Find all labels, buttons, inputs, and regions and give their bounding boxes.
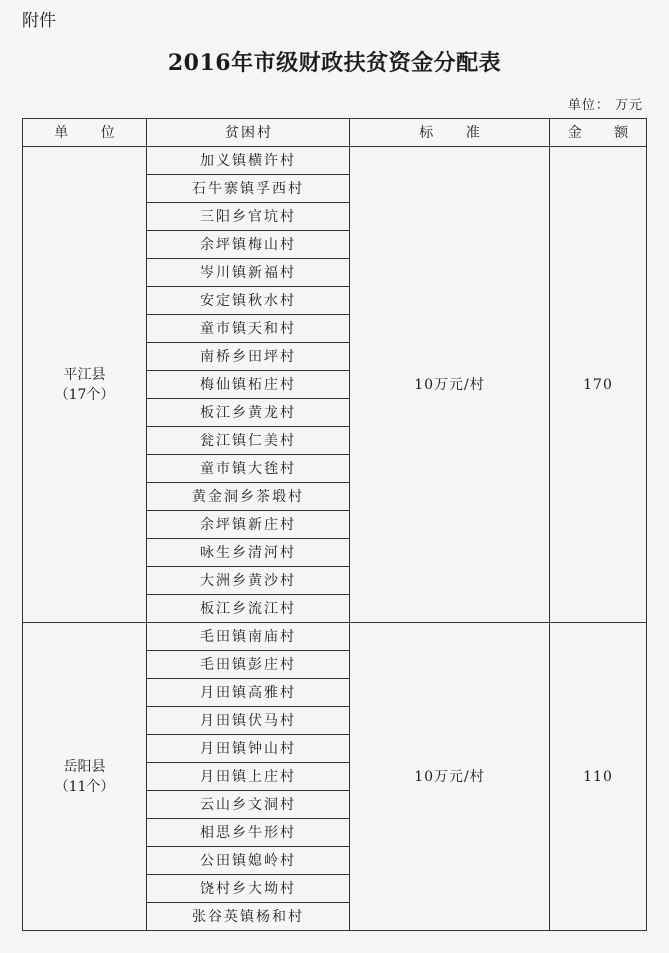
header-amount: 金 额 — [550, 119, 647, 147]
village-cell: 黄金洞乡茶塅村 — [147, 483, 350, 511]
village-cell: 板江乡流江村 — [147, 595, 350, 623]
village-cell: 月田镇高雅村 — [147, 679, 350, 707]
village-cell: 月田镇伏马村 — [147, 707, 350, 735]
unit-note: 单位： 万元 — [567, 98, 643, 113]
header-row — [23, 119, 647, 147]
table-row — [23, 147, 647, 175]
village-cell: 咏生乡清河村 — [147, 539, 350, 567]
county-name: 岳阳县 — [63, 758, 106, 775]
village-cell: 石牛寨镇孚西村 — [147, 175, 350, 203]
village-cell: 板江乡黄龙村 — [147, 399, 350, 427]
header-standard: 标 准 — [350, 119, 550, 147]
header-village: 贫困村 — [147, 119, 350, 147]
village-cell: 瓮江镇仁美村 — [147, 427, 350, 455]
village-cell: 大洲乡黄沙村 — [147, 567, 350, 595]
village-cell: 饶村乡大坳村 — [147, 875, 350, 903]
village-cell: 加义镇横许村 — [147, 147, 350, 175]
standard-cell: 10万元/村 — [350, 147, 550, 623]
village-cell: 余坪镇新庄村 — [147, 511, 350, 539]
village-cell: 余坪镇梅山村 — [147, 231, 350, 259]
amount-cell: 110 — [550, 623, 647, 931]
county-cell — [23, 147, 147, 623]
header-unit: 单 位 — [23, 119, 147, 147]
table-body — [23, 147, 647, 931]
table-row — [23, 623, 647, 651]
village-cell: 月田镇上庄村 — [147, 763, 350, 791]
village-cell: 岑川镇新福村 — [147, 259, 350, 287]
amount-cell: 170 — [550, 147, 647, 623]
village-cell: 相思乡牛形村 — [147, 819, 350, 847]
village-cell: 安定镇秋水村 — [147, 287, 350, 315]
village-cell: 毛田镇彭庄村 — [147, 651, 350, 679]
page-title: 2016年市级财政扶贫资金分配表 — [167, 50, 502, 76]
village-cell: 童市镇大毪村 — [147, 455, 350, 483]
county-name: 平江县 — [63, 366, 106, 383]
county-village-count: （11个） — [54, 778, 115, 795]
village-cell: 三阳乡官坑村 — [147, 203, 350, 231]
village-cell: 南桥乡田坪村 — [147, 343, 350, 371]
attachment-label: 附件 — [22, 11, 56, 31]
standard-cell: 10万元/村 — [350, 623, 550, 931]
village-cell: 云山乡文洞村 — [147, 791, 350, 819]
village-cell: 童市镇天和村 — [147, 315, 350, 343]
allocation-table — [22, 118, 647, 931]
county-village-count: （17个） — [54, 386, 115, 403]
village-cell: 毛田镇南庙村 — [147, 623, 350, 651]
county-cell — [23, 623, 147, 931]
village-cell: 月田镇钟山村 — [147, 735, 350, 763]
village-cell: 公田镇媳岭村 — [147, 847, 350, 875]
village-cell: 张谷英镇杨和村 — [147, 903, 350, 931]
village-cell: 梅仙镇柘庄村 — [147, 371, 350, 399]
